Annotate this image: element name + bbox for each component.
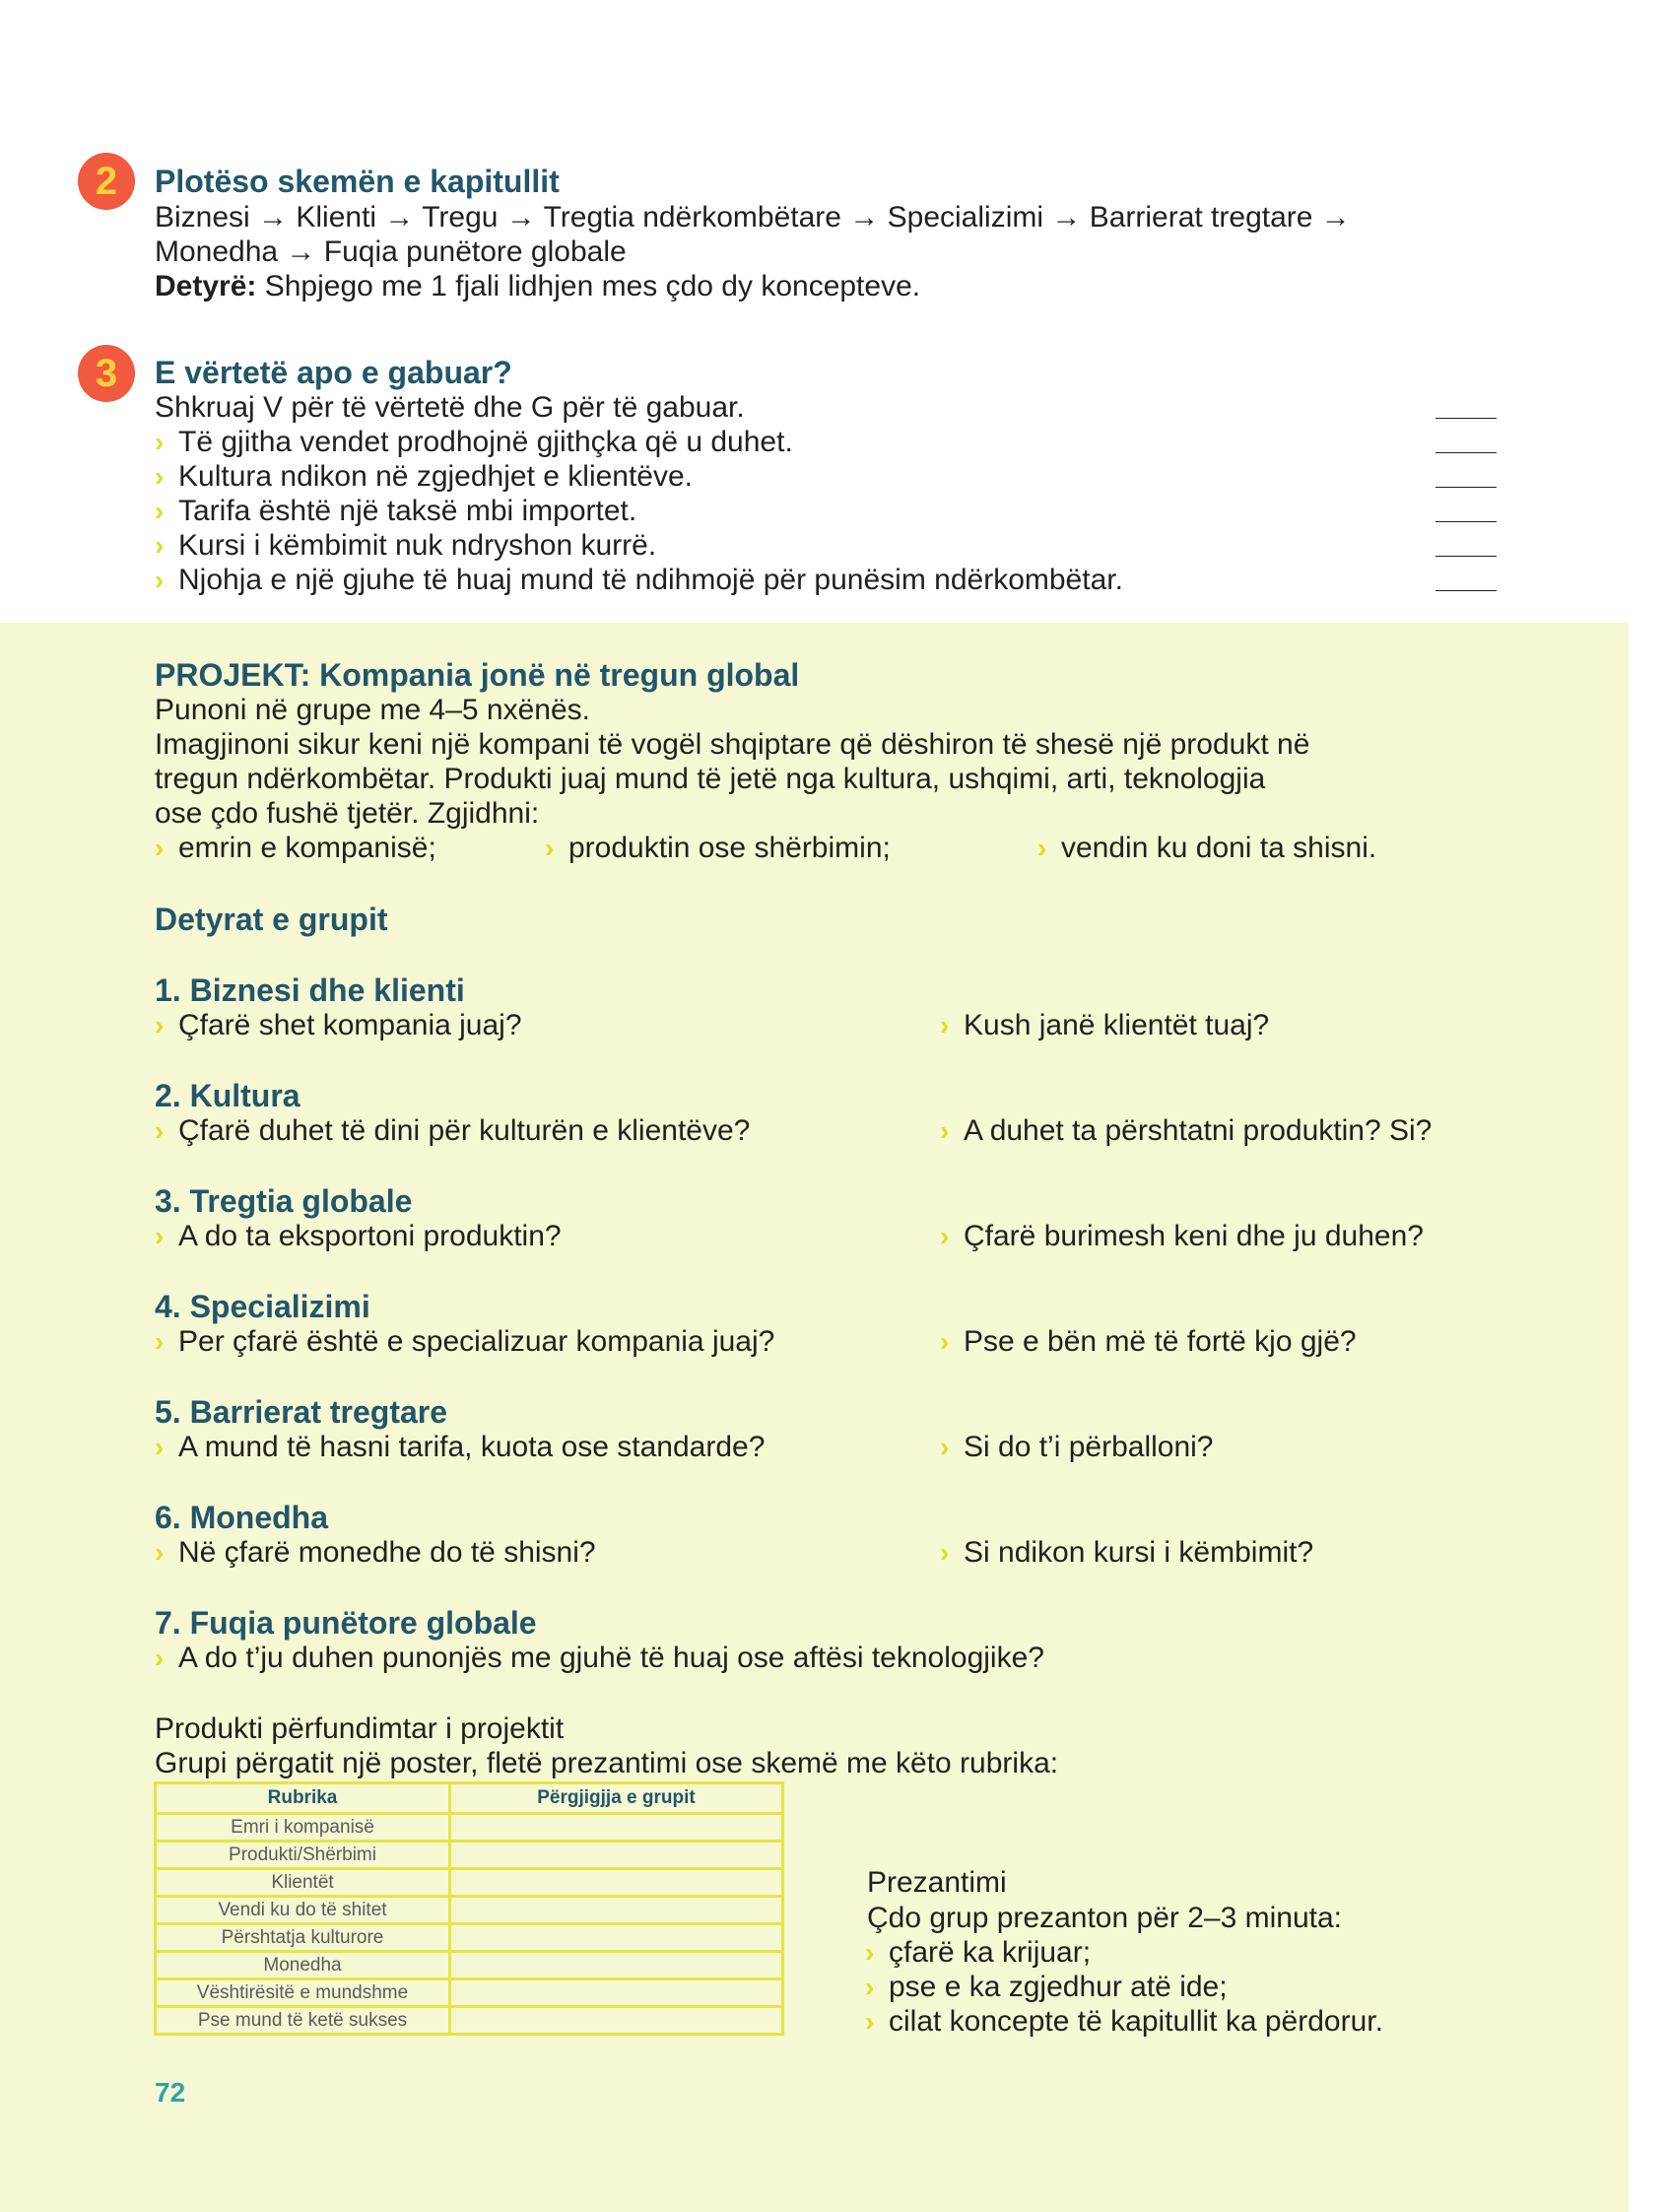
chevron-icon: › <box>940 1432 950 1462</box>
chevron-icon: › <box>940 1010 950 1040</box>
chevron-icon: › <box>155 1326 165 1357</box>
task-3-q2: › Çfarë burimesh keni dhe ju duhen? <box>940 1220 1424 1252</box>
project-title: PROJEKT: Kompania jonë në tregun global <box>155 657 800 693</box>
task-4-title: 4. Specializimi <box>155 1289 370 1324</box>
presentation-item-1: › çfarë ka krijuar; <box>865 1936 1092 1969</box>
rubric-answer-cell[interactable] <box>450 1897 783 1924</box>
chevron-icon: › <box>865 1937 875 1968</box>
task-7-title: 7. Fuqia punëtore globale <box>155 1605 537 1641</box>
rubric-label: Vështirësitë e mundshme <box>156 1979 450 2007</box>
task-3-q1: › A do ta eksportoni produktin? <box>155 1220 562 1252</box>
statement-3: › Tarifa është një taksë mbi importet. <box>155 495 637 527</box>
statement-4: › Kursi i këmbimit nuk ndryshon kurrë. <box>155 529 657 562</box>
table-row <box>156 1814 783 1842</box>
chevron-icon: › <box>155 1642 165 1673</box>
statement-1: › Të gjitha vendet prodhojnë gjithçka që u duhet. <box>155 426 793 458</box>
chevron-icon: › <box>155 833 165 863</box>
section-2-title: Plotëso skemën e kapitullit <box>155 164 560 199</box>
rubric-label: Përshtatja kulturore <box>156 1924 450 1952</box>
rubric-answer-cell[interactable] <box>450 1924 783 1952</box>
rubric-label: Pse mund të ketë sukses <box>156 2007 450 2035</box>
chevron-icon: › <box>865 2006 875 2037</box>
chevron-icon: › <box>155 1537 165 1568</box>
task-1-q1: › Çfarë shet kompania juaj? <box>155 1009 522 1041</box>
tasks-heading: Detyrat e grupit <box>155 902 388 937</box>
task-1-q2: › Kush janë klientët tuaj? <box>940 1009 1270 1041</box>
table-row <box>156 1869 783 1897</box>
task-2-q1: › Çfarë duhet të dini për kulturën e klientëve? <box>155 1114 751 1147</box>
page-margin <box>1629 0 1668 2212</box>
rubric-answer-cell[interactable] <box>450 1842 783 1869</box>
task-6-q2: › Si ndikon kursi i këmbimit? <box>940 1536 1314 1569</box>
chevron-icon: › <box>940 1115 950 1146</box>
task-6-title: 6. Monedha <box>155 1500 329 1535</box>
section-3-title: E vërtetë apo e gabuar? <box>155 355 512 390</box>
rubric-table <box>154 1781 784 2036</box>
statement-2: › Kultura ndikon në zgjedhjet e klientëve. <box>155 460 694 493</box>
rubric-label: Vendi ku do të shitet <box>156 1897 450 1924</box>
rubric-header-row <box>156 1783 783 1814</box>
section-2-task <box>155 269 920 303</box>
rubric-answer-cell[interactable] <box>450 1952 783 1979</box>
chevron-icon: › <box>940 1537 950 1568</box>
page-number: 72 <box>155 2077 186 2108</box>
task-6-q1: › Në çfarë monedhe do të shisni? <box>155 1536 596 1569</box>
task-label: Detyrë: <box>155 270 257 302</box>
chevron-icon: › <box>155 530 165 561</box>
task-4-q1: › Per çfarë është e specializuar kompania juaj? <box>155 1325 775 1358</box>
chevron-icon: › <box>155 1221 165 1251</box>
concept-chain-line-1: Biznesi → Klienti → Tregu → Tregtia ndërkombëtare → Specializimi → Barrierat tregtare → <box>155 201 1351 234</box>
task-5-title: 5. Barrierat tregtare <box>155 1394 448 1430</box>
rubric-answer-cell[interactable] <box>450 1814 783 1842</box>
task-2-q2: › A duhet ta përshtatni produktin? Si? <box>940 1114 1433 1147</box>
choice-1: › emrin e kompanisë; <box>155 832 436 864</box>
task-4-q2: › Pse e bën më të fortë kjo gjë? <box>940 1325 1357 1358</box>
rubric-label: Produkti/Shërbimi <box>156 1842 450 1869</box>
choice-3: › vendin ku doni ta shisni. <box>1037 832 1377 864</box>
rubric-label: Monedha <box>156 1952 450 1979</box>
task-5-q1: › A mund të hasni tarifa, kuota ose standarde? <box>155 1431 766 1463</box>
chevron-icon: › <box>155 461 165 492</box>
answer-line-5[interactable] <box>1435 556 1497 557</box>
chevron-icon: › <box>155 427 165 457</box>
section-2-number: 2 <box>78 153 135 210</box>
rubric-answer-cell[interactable] <box>450 1979 783 2007</box>
chevron-icon: › <box>155 1432 165 1462</box>
task-3-title: 3. Tregtia globale <box>155 1183 413 1219</box>
concept-chain-line-2: Monedha → Fuqia punëtore globale <box>155 235 627 268</box>
chevron-icon: › <box>1037 833 1047 863</box>
chevron-icon: › <box>940 1326 950 1357</box>
section-3-number: 3 <box>78 345 135 402</box>
table-row <box>156 1924 783 1952</box>
final-product-description: Grupi përgatit një poster, fletë prezantimi ose skemë me këto rubrika: <box>155 1747 1059 1779</box>
task-7-q1: › A do t’ju duhen punonjës me gjuhë të huaj ose aftësi teknologjike? <box>155 1642 1044 1674</box>
statement-5: › Njohja e një gjuhe të huaj mund të ndihmojë për punësim ndërkombëtar. <box>155 564 1123 596</box>
table-row <box>156 2007 783 2035</box>
table-row <box>156 1842 783 1869</box>
rubric-answer-cell[interactable] <box>450 1869 783 1897</box>
final-product-title: Produkti përfundimtar i projektit <box>155 1712 565 1745</box>
project-line-2: Imagjinoni sikur keni një kompani të vogël shqiptare që dëshiron të shesë një produkt në <box>155 728 1310 761</box>
rubric-label: Klientët <box>156 1869 450 1897</box>
rubric-header-col-2: Përgjigjja e grupit <box>450 1783 783 1814</box>
choice-2: › produktin ose shërbimin; <box>545 832 891 864</box>
chevron-icon: › <box>865 1972 875 2002</box>
project-line-4: ose çdo fushë tjetër. Zgjidhni: <box>155 797 540 830</box>
task-5-q2: › Si do t’i përballoni? <box>940 1431 1214 1463</box>
section-3-instruction: Shkruaj V për të vërtetë dhe G për të gabuar. <box>155 391 745 424</box>
task-text: Shpjego me 1 fjali lidhjen mes çdo dy koncepteve. <box>256 270 921 302</box>
project-line-1: Punoni në grupe me 4–5 nxënës. <box>155 694 590 726</box>
project-line-3: tregun ndërkombëtar. Produkti juaj mund të jetë nga kultura, ushqimi, arti, teknologjia <box>155 763 1266 795</box>
presentation-item-2: › pse e ka zgjedhur atë ide; <box>865 1971 1228 2003</box>
task-1-title: 1. Biznesi dhe klienti <box>155 972 465 1008</box>
answer-line-1[interactable] <box>1435 418 1497 419</box>
task-2-title: 2. Kultura <box>155 1078 300 1113</box>
rubric-label: Emri i kompanisë <box>156 1814 450 1842</box>
table-row <box>156 1897 783 1924</box>
chevron-icon: › <box>155 496 165 526</box>
chevron-icon: › <box>940 1221 950 1251</box>
presentation-item-3: › cilat koncepte të kapitullit ka përdorur. <box>865 2005 1383 2038</box>
rubric-header-col-1: Rubrika <box>156 1783 450 1814</box>
answer-line-3[interactable] <box>1435 487 1497 488</box>
rubric-answer-cell[interactable] <box>450 2007 783 2035</box>
chevron-icon: › <box>545 833 555 863</box>
chevron-icon: › <box>155 1115 165 1146</box>
presentation-title: Prezantimi <box>867 1866 1007 1899</box>
presentation-intro: Çdo grup prezanton për 2–3 minuta: <box>867 1902 1342 1934</box>
table-row <box>156 1979 783 2007</box>
answer-line-4[interactable] <box>1435 521 1497 522</box>
chevron-icon: › <box>155 1010 165 1040</box>
table-row <box>156 1952 783 1979</box>
answer-line-2[interactable] <box>1435 452 1497 453</box>
answer-line-6[interactable] <box>1435 590 1497 591</box>
chevron-icon: › <box>155 565 165 595</box>
